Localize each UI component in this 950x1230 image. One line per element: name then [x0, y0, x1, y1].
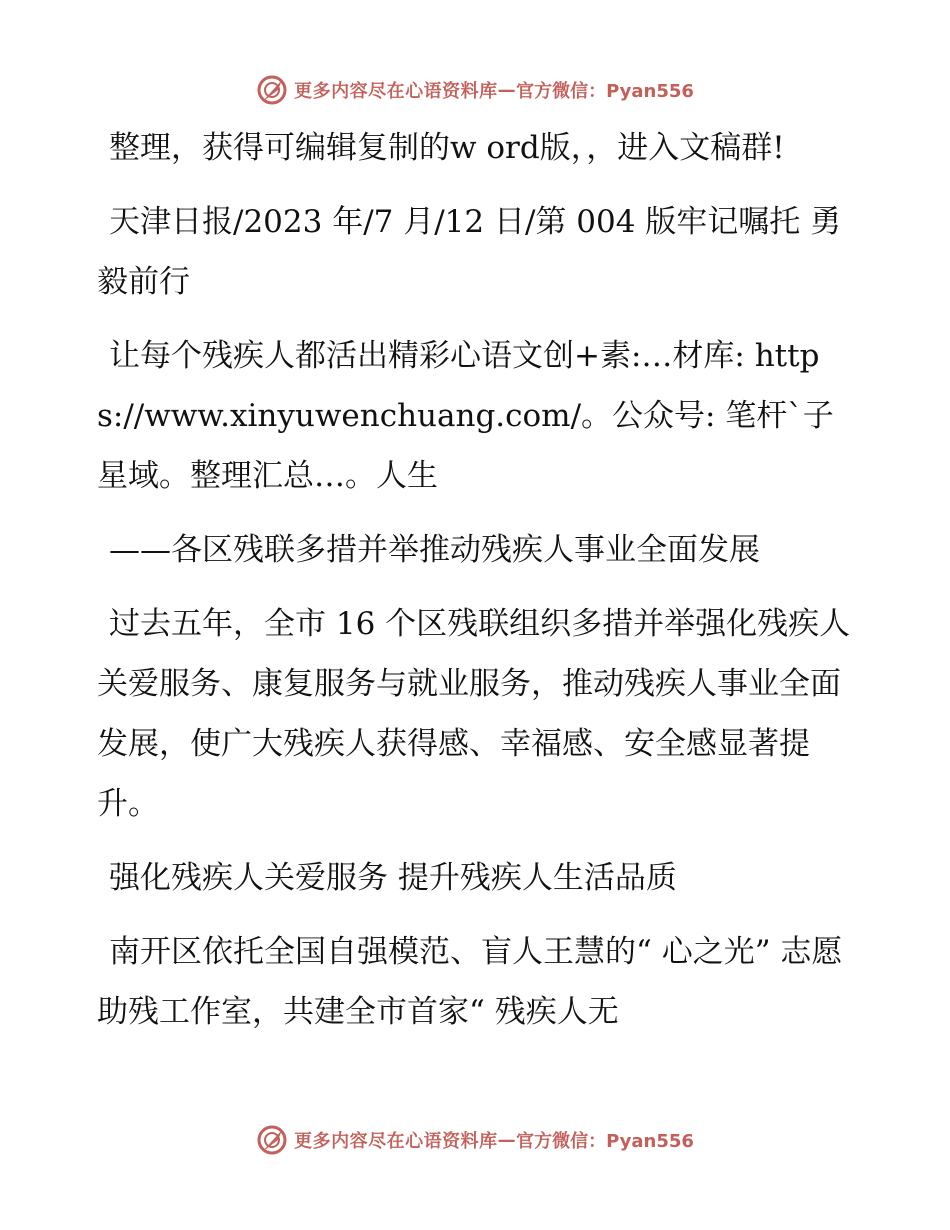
feather-pen-logo-icon	[256, 1124, 288, 1156]
banner-wechat-text: 官方微信：Pyan556	[516, 81, 694, 102]
feather-pen-logo-icon	[256, 74, 288, 106]
paragraph: 天津日报/2023 年/7 月/12 日/第 004 版牢记嘱托 勇毅前行	[97, 204, 842, 300]
banner-wechat-text: 官方微信：Pyan556	[516, 1131, 694, 1152]
banner-site-text: 更多内容尽在心语资料库	[294, 1131, 498, 1152]
header-banner	[0, 70, 950, 110]
document-body	[97, 118, 857, 1056]
paragraph: ——各区残联多措并举推动残疾人事业全面发展	[109, 532, 760, 568]
banner-separator: —	[497, 1129, 517, 1151]
paragraph: 过去五年，全市 16 个区残联组织多措并举强化残疾人关爱服务、康复服务与就业服务，推动残疾人事业全面发展，使广大残疾人获得感、幸福感、安全感显著提升。	[97, 606, 851, 822]
banner-separator: —	[497, 79, 517, 101]
paragraph: 南开区依托全国自强模范、盲人王慧的“ 心之光” 志愿助残工作室，共建全市首家“ 残疾人无	[97, 934, 843, 1030]
paragraph: 整理，获得可编辑复制的w ord版，，进入文稿群!	[109, 130, 785, 166]
banner-site-text: 更多内容尽在心语资料库	[294, 81, 498, 102]
footer-banner	[0, 1120, 950, 1160]
paragraph: 强化残疾人关爱服务 提升残疾人生活品质	[109, 860, 677, 896]
paragraph: 让每个残疾人都活出精彩心语文创+素:…材库: https://www.xinyuwenchuang.com/。公众号: 笔杆ˋ子星域。整理汇总…。人生	[97, 338, 834, 494]
